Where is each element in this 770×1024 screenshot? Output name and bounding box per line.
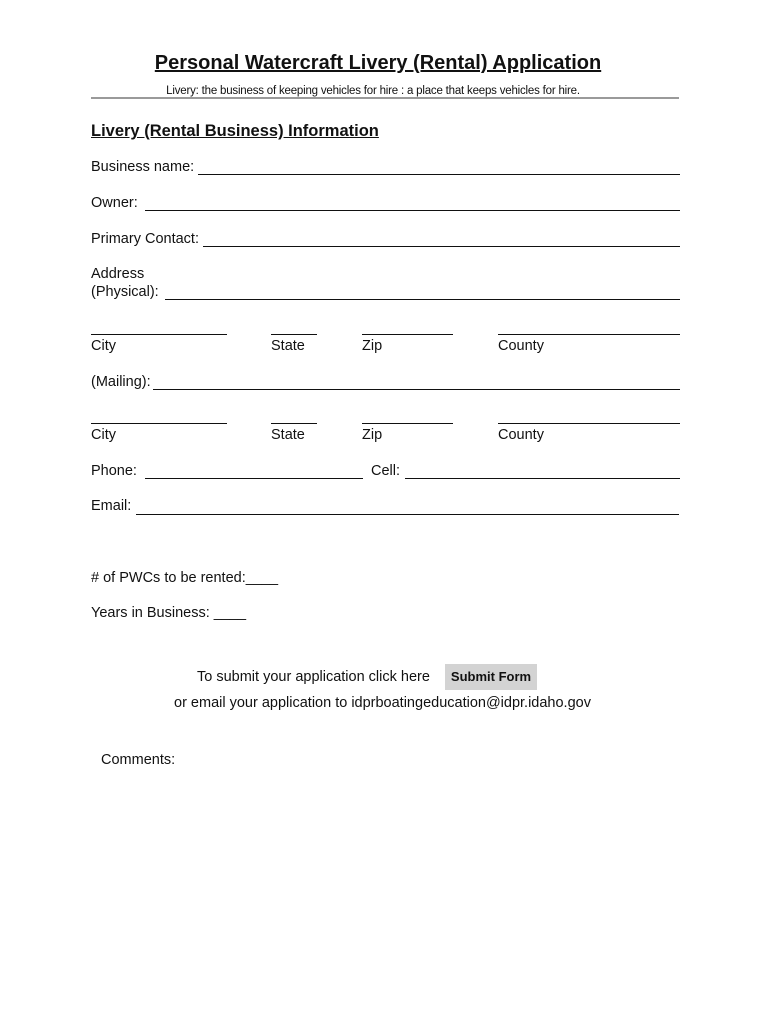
mailing-city-field[interactable]	[91, 423, 227, 424]
physical-county-field[interactable]	[498, 334, 680, 335]
owner-field[interactable]	[145, 210, 680, 211]
primary-contact-label: Primary Contact:	[91, 231, 199, 247]
phone-label: Phone:	[91, 463, 137, 479]
address-label: Address	[91, 266, 145, 282]
page-subtitle: Livery: the business of keeping vehicles for hire : a place that keeps vehicles for hire.	[166, 85, 580, 97]
business-name-field[interactable]	[198, 174, 680, 175]
email-instruction: or email your application to idprboatingeducation@idpr.idaho.gov	[174, 695, 591, 711]
mailing-zip-field[interactable]	[362, 423, 453, 424]
primary-contact-field[interactable]	[203, 246, 680, 247]
submit-prompt: To submit your application click here	[197, 669, 430, 685]
mailing-county-field[interactable]	[498, 423, 680, 424]
mailing-address-field[interactable]	[153, 389, 680, 390]
email-label: Email:	[91, 498, 132, 514]
business-name-label: Business name:	[91, 159, 195, 175]
header-divider	[91, 97, 679, 99]
mailing-state-label: State	[271, 427, 305, 443]
submit-form-button[interactable]: Submit Form	[445, 664, 537, 690]
mailing-state-field[interactable]	[271, 423, 317, 424]
physical-city-label: City	[91, 338, 116, 354]
comments-field[interactable]	[101, 775, 681, 975]
mailing-county-label: County	[498, 427, 544, 443]
owner-label: Owner:	[91, 195, 138, 211]
pwcs-label-text: # of PWCs to be rented:	[91, 570, 246, 586]
mailing-zip-label: Zip	[362, 427, 383, 443]
years-label	[91, 605, 246, 621]
physical-zip-label: Zip	[362, 338, 383, 354]
page-title: Personal Watercraft Livery (Rental) Application	[154, 52, 602, 74]
physical-state-field[interactable]	[271, 334, 317, 335]
comments-label: Comments:	[101, 752, 176, 768]
physical-zip-field[interactable]	[362, 334, 453, 335]
physical-city-field[interactable]	[91, 334, 227, 335]
pwcs-label	[91, 570, 278, 586]
phone-field[interactable]	[145, 478, 363, 479]
cell-field[interactable]	[405, 478, 680, 479]
address-physical-field[interactable]	[165, 299, 680, 300]
section-heading: Livery (Rental Business) Information	[91, 122, 379, 140]
physical-county-label: County	[498, 338, 544, 354]
physical-state-label: State	[271, 338, 305, 354]
email-field[interactable]	[136, 514, 679, 515]
pwcs-field[interactable]: ____	[245, 570, 279, 586]
mailing-label: (Mailing):	[91, 374, 151, 390]
cell-label: Cell:	[371, 463, 401, 479]
address-physical-label: (Physical):	[91, 284, 159, 300]
years-label-text: Years in Business:	[91, 605, 210, 621]
mailing-city-label: City	[91, 427, 116, 443]
years-field[interactable]: ____	[213, 605, 247, 621]
